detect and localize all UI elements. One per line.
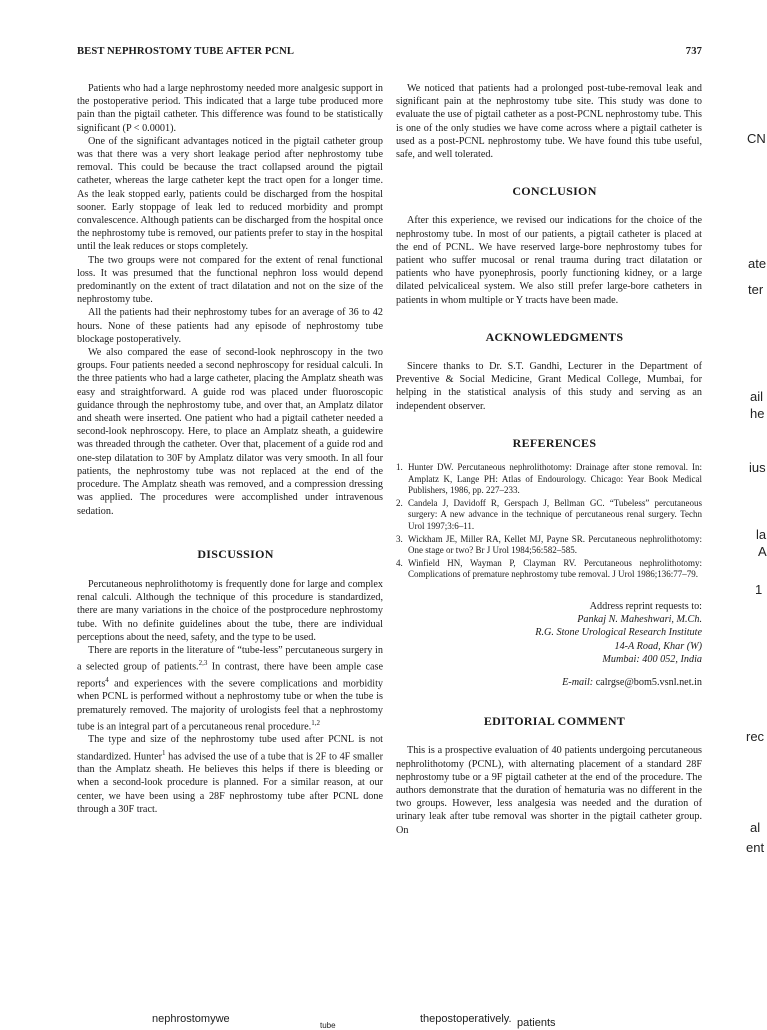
email-line [396,676,702,689]
reprint-address [396,600,702,689]
edge-fragment: ail [750,389,764,404]
text-run: There are reports in the literature of “tube-less” percutaneous surgery in a selected group of patients. [77,644,383,673]
address-line: 14-A Road, Khar (W) [614,640,702,652]
page-number: 737 [685,46,702,57]
bottom-fragment: thepostoperatively. [420,1013,512,1025]
citation: 2,3 [198,659,208,668]
left-column [77,82,383,816]
address-line: Mumbai: 400 052, India [602,653,702,665]
right-column [396,82,702,837]
paragraph: All the patients had their nephrostomy tubes for an average of 36 to 42 hours. None of these patients had any episode of nephrostomy tube blockage postoperatively. [77,307,383,345]
paragraph: After this experience, we revised our indications for the choice of the nephrostomy tube. In most of our patients, a pigtail catheter is placed at the end of PCNL. We have reserved large-bore nephrostomy tubes for patient who suffer mucosal or renal trauma during tract dilatation or patients who have pyonephrosis, poorly functioning kidney, or a large dilated pelvicaliceal system. We also still prefer large-bore catheters in patients in whom multiple or Y tracts have been made. [396,215,702,306]
running-title: BEST NEPHROSTOMY TUBE AFTER PCNL [77,46,295,57]
citation: 4 [105,675,109,684]
edge-fragment: al [750,820,761,835]
edge-fragment: CN [747,131,766,146]
paragraph: Percutaneous nephrolithotomy is frequently done for large and complex renal calculi. Although the technique of this procedure is standardized, there are many variations in the choice of the postprocedure nephrostomy tube. With no definite guidelines about the tube, there are individual perceptions about the need, safety, and the type to be used. [77,578,383,643]
email-address[interactable]: calrgse@bom5.vsnl.net.in [595,677,702,689]
reference-number: 2. [396,497,403,508]
paragraph: Sincere thanks to Dr. S.T. Gandhi, Lecturer in the Department of Preventive & Social Medicine, Grant Medical College, Mumbai, for helping in the statistical analysis of this study and serving as an independent observer. [396,361,702,412]
address-line: Address reprint requests to: [589,601,702,612]
paragraph: The two groups were not compared for the extent of renal functional loss. It was presumed that the functional nephron loss would depend predominantly on the extent of tract dilatation and not on the size of the nephrostomy tube. [77,254,383,306]
text-run: In contrast, there have been ample case reports [77,661,383,690]
paragraph: We noticed that patients had a prolonged post-tube-removal leak and significant pain at the nephrostomy tube site. This study was done to evaluate the use of pigtail catheter as a post-PCNL nephrostomy tube. This is one of the only studies we have come across where a pigtail catheter is used as a post-PCNL nephrostomy tube. We have found this tube useful, safe, and well tolerated. [396,83,702,161]
author-name: Pankaj N. Maheshwari, M.Ch. [577,614,702,626]
text-run: The type and size of the nephrostomy tube used after PCNL is not standardized. Hunter [77,734,383,762]
bottom-fragment: tube [320,1021,336,1030]
paragraph [77,733,383,816]
reference-text: Hunter DW. Percutaneous nephrolithotomy: Drainage after stone removal. In: Amplatz K, Lange PH: Atlas of Endourology. Chicago: Year Book Medical Publishers, 1986, pp. 227–233. [408,462,702,496]
edge-fragment: ate [748,256,767,271]
acknowledgments-heading: ACKNOWLEDGMENTS [485,329,624,344]
citation: 1,2 [311,718,320,727]
edge-fragment: ent [746,840,765,855]
paragraph: We also compared the ease of second-look nephroscopy in the two groups. Four patients needed a second nephroscopy for residual calculi. In the three patients who had a large catheter, placing the Amplatz sheath was easy and straightforward. A guide rod was placed under fluoroscopic guidance through the nephrostomy tube, and over that, an Amplatz dilator and sheath were inserted. One patient who had a pigtail catheter needed a second-look nephroscopy. Here, to place an Amplatz sheath, a guidewire was threaded through the catheter. Over that, placement of a guide rod and one-step dilatation to 30F by Amplatz dilator was very smooth. In all four patients, the nephrostomy tube was not replaced at the end of the procedure. The Amplatz sheath was removed, and a compression dressing was applied. The procedures were accomplished under intravenous sedation. [77,347,383,517]
citation: 1 [162,748,166,757]
running-header [77,46,702,62]
reference-number: 1. [396,462,403,473]
address-line: R.G. Stone Urological Research Institute [535,627,702,639]
references-heading: REFERENCES [512,435,597,450]
email-label: E-mail: [562,677,594,689]
reference-text: Wickham JE, Miller RA, Kellet MJ, Payne SR. Percutaneous nephrolithotomy: One stage or two? Br J Urol 1984;56:582–585. [408,533,702,556]
reference-item [396,558,702,581]
reference-number: 3. [396,533,403,544]
edge-fragment: 1 [755,582,763,597]
edge-fragment: rec [746,729,765,744]
edge-fragment: ter [748,282,764,297]
paragraph: One of the significant advantages noticed in the pigtail catheter group was that there was a very short leakage period after nephrostomy tube removal. This could be because the tract collapsed around the pigtail catheter, whereas the large catheter kept the tract open for a longer time. As the leak stopped early, patients could be discharged from the hospital sooner. Early stoppage of leak led to reduced morbidity and prompt convalescence. Although patients can be discharged from the hospital once the nephrostomy tube is removed, our patients prefer to stay in the hospital until the leak reduces or stops completely. [77,135,383,253]
editorial-heading: EDITORIAL COMMENT [483,714,626,729]
edge-fragment: ius [749,460,766,475]
paragraph [77,644,383,733]
reference-item [396,534,702,557]
discussion-heading: DISCUSSION [197,546,274,561]
edge-fragment: la [756,527,767,542]
bottom-fragment: nephrostomywe [152,1013,230,1025]
reference-list [396,462,702,581]
reference-item [396,498,702,533]
reference-item [396,462,702,497]
text-run: and experiences with the severe complications and morbidity when PCNL is performed without a nephrostomy tube or when the tube is prematurely removed. The majority of urologists feel that a nephrostomy tube is an integral part of a percutaneous renal procedure. [77,678,383,733]
text-run: has advised the use of a tube that is 2F to 4F smaller than the Amplatz sheath. He believes this helps if there is bleeding or when a second-look procedure is planned. For a similar reason, at our center, we have been using a 28F nephrostomy tube after PCNL done through a 30F tract. [77,750,383,815]
edge-fragment: he [750,406,765,421]
paragraph: Patients who had a large nephrostomy needed more analgesic support in the postoperative period. This indicated that a large tube produced more pain than the pigtail catheter. This difference was found to be statistically significant (P < 0.0001). [77,83,383,134]
reference-text: Candela J, Davidoff R, Gerspach J, Bellman GC. “Tubeless” percutaneous surgery: A new advance in the technique of percutaneous renal surgery. Techn Urol 1997;3:6–11. [408,497,702,532]
bottom-fragment: patients [517,1017,556,1029]
reference-text: Winfield HN, Wayman P, Clayman RV. Percutaneous nephrolithotomy: Complications of premature nephrostomy tube removal. J Urol 1986;136:77–79. [408,557,702,580]
paragraph: This is a prospective evaluation of 40 patients undergoing percutaneous nephrolithotomy (PCNL), with alternating placement of a standard 28F nephrostomy tube or a 9F pigtail catheter at the end of the procedure. The authors demonstrate that the duration of hematuria was no different in the two groups. However, less analgesia was needed and the duration of urinary leak after tube removal was shorter in the pigtail catheter group. On [396,745,702,836]
conclusion-heading: CONCLUSION [512,184,597,199]
reference-number: 4. [396,557,403,568]
edge-fragment: A [758,544,767,559]
